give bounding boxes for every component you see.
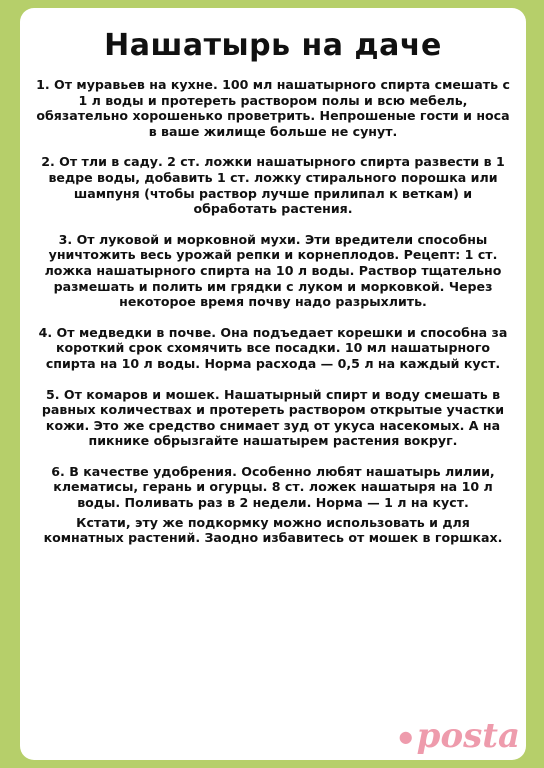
site-watermark — [399, 716, 520, 756]
tip-paragraph-3: 3. От луковой и морковной мухи. Эти вредители способны уничтожить весь урожай репки и корнеплодов. Рецепт: 1 ст. ложка нашатырного спирта на 10 л воды. Раствор тщательно размешать и полить им грядки с луком и морковкой. Через некоторое время почву надо разрыхлить. — [44, 231, 502, 310]
watermark-logo-text: posta — [416, 716, 520, 756]
article-title: Нашатырь на даче — [104, 28, 442, 63]
tip-paragraph-4: 4. От медведки в почве. Она подъедает корешки и способна за короткий срок схомячить все посадки. 10 мл нашатырного спирта на 10 л воды. Норма расхода — 0,5 л на каждый куст. — [38, 324, 508, 371]
tip-note-paragraph: Кстати, эту же подкормку можно использовать и для комнатных растений. Заодно избавитесь от мошек в горшках. — [43, 514, 503, 546]
tip-paragraph-1: 1. От муравьев на кухне. 100 мл нашатырного спирта смешать с 1 л воды и протереть раствором полы и всю мебель, обязательно хорошенько проветрить. Непрошеные гости и носа в ваше жилище больше не сунут. — [36, 77, 510, 139]
tip-paragraph-5: 5. От комаров и мошек. Нашатырный спирт и воду смешать в равных количествах и протереть раствором открытые участки кожи. Это же средство снимает зуд от укуса насекомых. А на пикнике обрызгайте нашатырем растения вокруг. — [41, 386, 505, 449]
tip-paragraph-2: 2. От тли в саду. 2 ст. ложки нашатырного спирта развести в 1 ведре воды, добавить 1 ст. ложку стирального порошка или шампуня (чтобы раствор лучше прилипал к веткам) и обработать растения. — [41, 154, 505, 217]
article-card — [20, 8, 526, 760]
watermark-dot-icon: ● — [398, 726, 413, 746]
tip-paragraph-6: 6. В качестве удобрения. Особенно любят нашатырь лилии, клематисы, герань и огурцы. 8 ст. ложек нашатыря на 10 л воды. Поливать раз в 2 недели. Норма — 1 л на куст. — [51, 463, 495, 511]
